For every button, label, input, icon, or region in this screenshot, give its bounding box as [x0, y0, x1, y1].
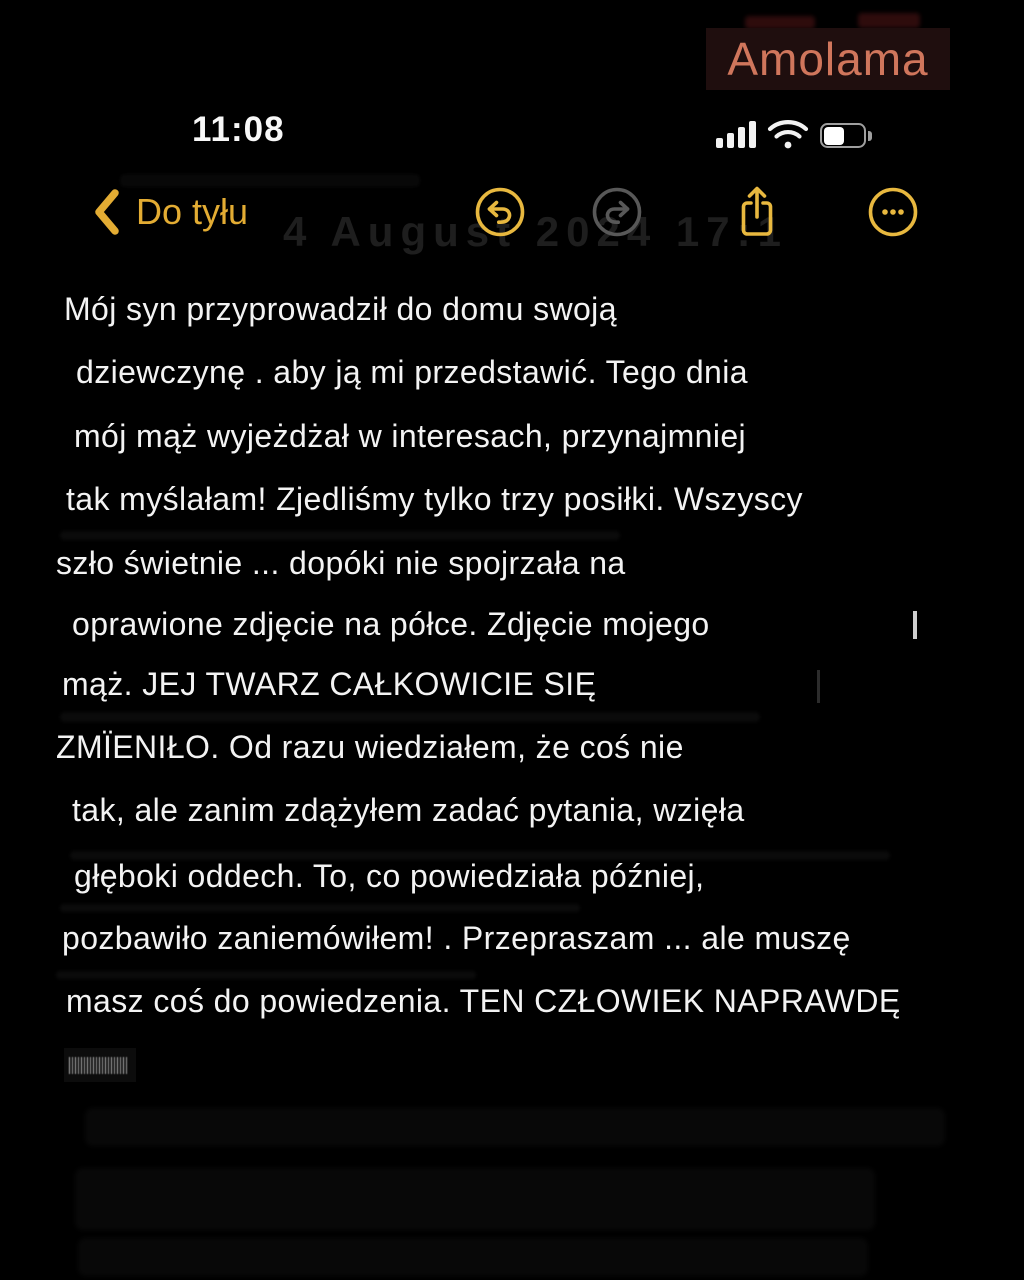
note-text-line: dziewczynę . aby ją mi przedstawić. Tego dnia: [76, 354, 748, 390]
note-text-line: oprawione zdjęcie na półce. Zdjęcie mojego: [72, 606, 710, 642]
text-cursor-artifact: [913, 611, 917, 639]
more-options-button[interactable]: [867, 186, 919, 238]
watermark-badge: [706, 28, 950, 90]
note-text-line: masz coś do powiedzenia. TEN CZŁOWIEK NAPRAWDĘ: [66, 983, 901, 1019]
battery-icon: [820, 123, 866, 148]
undo-button[interactable]: [474, 186, 526, 238]
note-text-line: tak myślałam! Zjedliśmy tylko trzy posiłki. Wszyscy: [66, 481, 803, 517]
share-square-arrow-up-icon: [731, 180, 783, 242]
ghost-date-text: 4 August 2024 17:1: [283, 208, 788, 255]
garbled-text-blob: [64, 1048, 136, 1082]
watermark-label: Amolama: [727, 33, 929, 85]
note-text-line: pozbawiło zaniemówiłem! . Przepraszam ... ale muszę: [62, 920, 851, 956]
chevron-left-icon: [90, 186, 122, 238]
undo-arrow-circle-icon: [474, 186, 526, 238]
note-body[interactable]: [0, 270, 1024, 1060]
back-button[interactable]: [90, 186, 248, 238]
text-cursor-artifact: [817, 670, 820, 703]
back-button-label: Do tyłu: [136, 191, 249, 232]
note-text-line: głęboki oddech. To, co powiedziała później,: [74, 858, 705, 894]
ghost-text-block: [75, 1168, 875, 1230]
note-text-line: mój mąż wyjeżdżał w interesach, przynajmniej: [74, 418, 747, 454]
share-button[interactable]: [731, 180, 783, 242]
note-text-line: szło świetnie ... dopóki nie spojrzała na: [56, 545, 626, 581]
watermark-remnant: [858, 13, 920, 28]
note-text-line: mąż. JEJ TWARZ CAŁKOWICIE SIĘ: [62, 666, 597, 702]
note-text-line: ZMÏENIŁO. Od razu wiedziałem, że coś nie: [56, 729, 684, 765]
redo-button[interactable]: [591, 186, 643, 238]
status-time: 11:08: [192, 110, 285, 149]
note-text-line: Mój syn przyprowadził do domu swoją: [64, 291, 617, 327]
wifi-icon: [767, 118, 809, 150]
status-icons: [716, 114, 866, 150]
cellular-signal-icon: [716, 118, 756, 150]
redo-arrow-circle-icon: [591, 186, 643, 238]
ghost-text-block: [78, 1238, 868, 1276]
ellipsis-circle-icon: [867, 186, 919, 238]
ghost-text-block: [85, 1108, 945, 1146]
note-text-line: tak, ale zanim zdążyłem zadać pytania, wzięła: [72, 792, 745, 828]
